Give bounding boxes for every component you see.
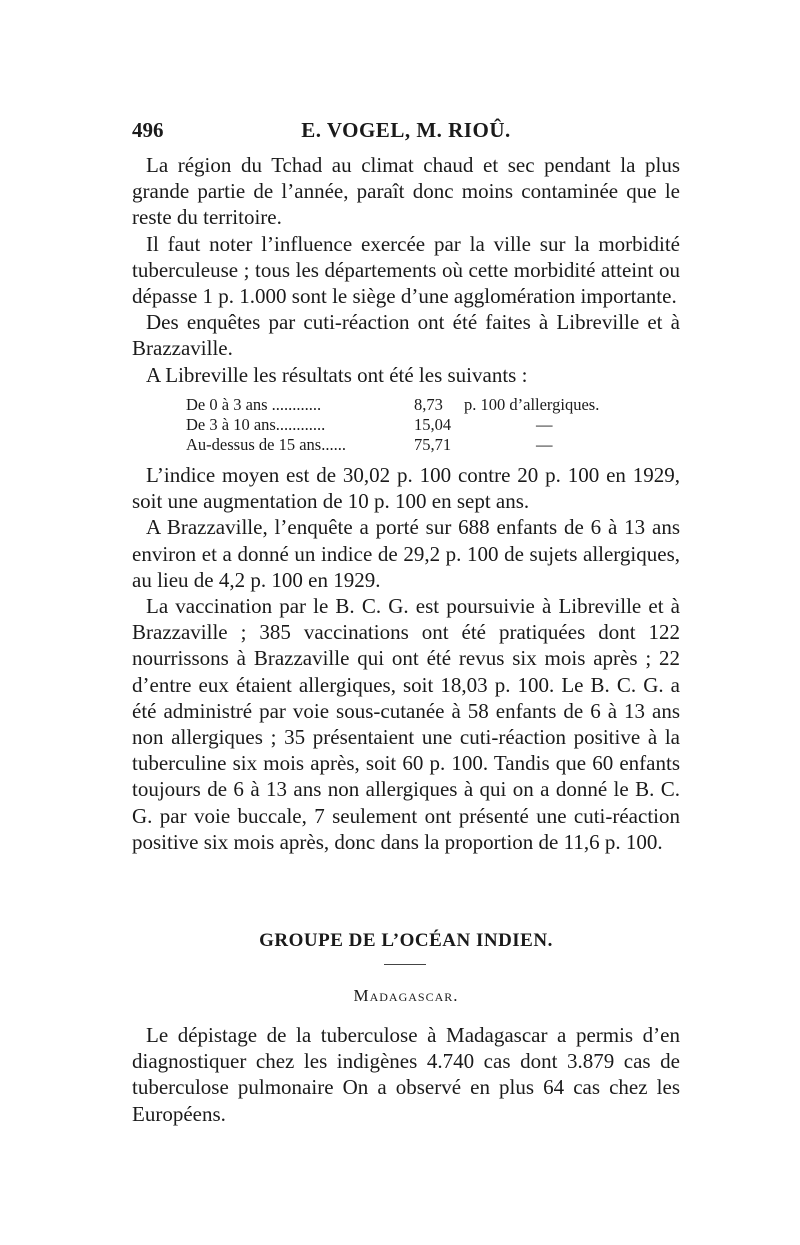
paragraph: Des enquêtes par cuti-réaction ont été faites à Libreville et à Brazzaville.: [132, 310, 680, 361]
row-label: Au-dessus de 15 ans......: [186, 435, 346, 454]
paragraph: A Brazzaville, l’enquête a porté sur 688 enfants de 6 à 13 ans environ et a donné un indice de 29,2 p. 100 de sujets allergiques, au lieu de 4,2 p. 100 en 1929.: [132, 515, 680, 592]
text-block-bottom: [132, 1022, 680, 1127]
paragraph: Il faut noter l’influence exercée par la ville sur la morbidité tuberculeuse ; tous les départements où cette morbidité atteint ou dépasse 1 p. 1.000 sont le siège d’une agglomération importante.: [132, 231, 680, 309]
row-unit: p. 100 d’allergiques.: [464, 395, 600, 414]
row-dash: —: [536, 415, 553, 434]
running-head: E. VOGEL, M. RIOÛ.: [301, 118, 511, 142]
row-label: De 0 à 3 ans ............: [186, 395, 322, 414]
paragraph: Le dépistage de la tuberculose à Madagascar a permis d’en diagnostiquer chez les indigènes 4.740 cas dont 3.879 cas de tuberculose pulmonaire On a observé en plus 64 cas chez les Européens.: [132, 1023, 680, 1126]
row-value: 15,04: [414, 415, 452, 434]
row-dash: —: [536, 435, 553, 454]
paragraph: L’indice moyen est de 30,02 p. 100 contre 20 p. 100 en 1929, soit une augmentation de 10 p. 100 en sept ans.: [132, 463, 680, 514]
results-table: [186, 395, 636, 455]
table-row: [186, 415, 636, 435]
paragraph: A Libreville les résultats ont été les suivants :: [146, 362, 528, 387]
paragraph: La région du Tchad au climat chaud et sec pendant la plus grande partie de l’année, paraît donc moins contaminée que le reste du territoire.: [132, 153, 680, 230]
paragraph: La vaccination par le B. C. G. est poursuivie à Libreville et à Brazzaville ; 385 vaccinations ont été pratiquées dont 122 nourrissons à Brazzaville qui ont été revus six mois après ; 22 d’entre eux étaient allergiques, soit 18,03 p. 100. Le B. C. G. a été administré par voie sous-cutanée à 58 enfants de 6 à 13 ans non allergiques ; 35 présentaient une cuti-réaction positive à la tuberculine six mois après, soit 60 p. 100. Tandis que 60 enfants toujours de 6 à 13 ans non allergiques à qui on a donné le B. C. G. par voie buccale, 7 seulement ont présenté une cuti-réaction positive six mois après, donc dans la proportion de 11,6 p. 100.: [132, 594, 680, 854]
row-value: 75,71: [414, 435, 452, 454]
page-header: [132, 118, 680, 148]
row-label: De 3 à 10 ans............: [186, 415, 326, 434]
table-row: [186, 395, 636, 415]
text-block-top: [132, 152, 680, 388]
subsection-title: Madagascar.: [353, 986, 459, 1005]
row-value: 8,73: [414, 395, 443, 414]
section-title: GROUPE DE L’OCÉAN INDIEN.: [259, 930, 553, 951]
divider: [384, 964, 426, 965]
table-row: [186, 435, 636, 455]
page-number: 496: [132, 118, 164, 142]
text-block-middle: [132, 462, 680, 855]
